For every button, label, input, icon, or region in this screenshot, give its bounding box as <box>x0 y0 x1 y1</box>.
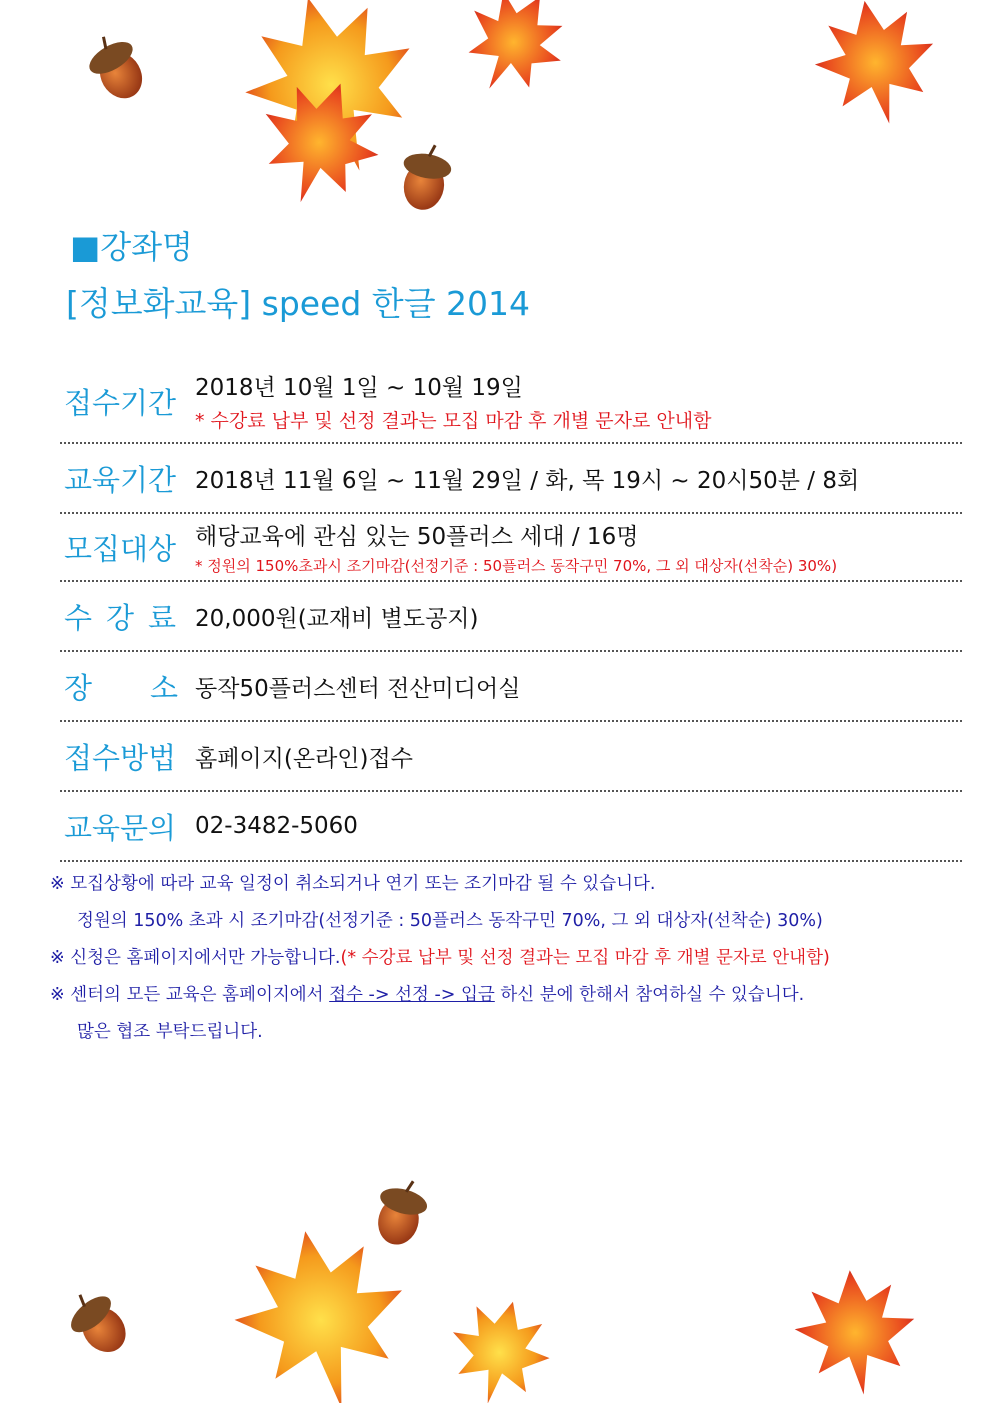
info-label: 교육문의 <box>64 810 177 845</box>
info-value: 02-3482-5060 <box>195 813 358 839</box>
info-label: 장 소 <box>64 670 178 705</box>
notice-line: ※ 신청은 홈페이지에서만 가능합니다.(* 수강료 납부 및 선정 결과는 모집 마감 후 개별 문자로 안내함) <box>50 948 830 968</box>
info-row-education-period <box>60 444 962 514</box>
notice-section <box>50 866 950 1051</box>
info-value: 2018년 11월 6일 ~ 11월 29일 / 화, 목 19시 ~ 20시50분 / 8회 <box>195 467 860 494</box>
info-note: * 정원의 150%초과시 조기마감(선정기준 : 50플러스 동작구민 70%, 그 외 대상자(선착순) 30%) <box>195 557 838 575</box>
info-label: 접수기간 <box>64 385 177 420</box>
acorn-icon <box>79 27 154 108</box>
notice-line: 많은 협조 부탁드립니다. <box>77 1022 263 1042</box>
info-row-inquiry <box>60 792 962 862</box>
info-value: 동작50플러스센터 전산미디어실 <box>195 675 521 702</box>
maple-leaf-icon <box>444 0 583 113</box>
info-value: 2018년 10월 1일 ~ 10월 19일 <box>195 375 523 401</box>
info-label: 교육기간 <box>64 462 177 497</box>
course-info-table <box>60 360 962 862</box>
acorn-icon <box>369 1174 432 1250</box>
notice-line: ※ 센터의 모든 교육은 홈페이지에서 접수 -> 선정 -> 입금 하신 분에 한해서 참여하실 수 있습니다. <box>50 985 805 1005</box>
info-row-application-method <box>60 722 962 792</box>
info-value: 20,000원(교재비 별도공지) <box>195 605 479 632</box>
acorn-icon <box>396 140 455 213</box>
autumn-leaves-decoration-bottom <box>0 1165 992 1403</box>
autumn-leaves-decoration-top <box>0 0 992 230</box>
info-row-location <box>60 652 962 722</box>
info-note: * 수강료 납부 및 선정 결과는 모집 마감 후 개별 문자로 안내함 <box>195 410 712 432</box>
notice-line: 정원의 150% 초과 시 조기마감(선정기준 : 50플러스 동작구민 70%, 그 외 대상자(선착순) 30%) <box>77 911 823 931</box>
course-title: [정보화교육] speed 한글 2014 <box>66 284 531 323</box>
maple-leaf-icon <box>222 1217 421 1403</box>
maple-leaf-icon <box>805 0 945 134</box>
info-label: 접수방법 <box>64 740 177 775</box>
info-value: 해당교육에 관심 있는 50플러스 세대 / 16명 <box>195 524 639 550</box>
info-row-recruitment-target <box>60 514 962 582</box>
info-label: 수강료 <box>64 600 191 635</box>
acorn-icon <box>58 1282 137 1363</box>
info-row-tuition <box>60 582 962 652</box>
maple-leaf-icon <box>790 1265 920 1400</box>
info-label: 모집대상 <box>64 531 177 566</box>
info-row-application-period <box>60 360 962 444</box>
maple-leaf-icon <box>437 1289 561 1403</box>
notice-line: ※ 모집상황에 따라 교육 일정이 취소되거나 연기 또는 조기마감 될 수 있습니다. <box>50 874 656 894</box>
course-name-label: ■강좌명 <box>70 228 193 266</box>
info-value: 홈페이지(온라인)접수 <box>195 745 413 772</box>
